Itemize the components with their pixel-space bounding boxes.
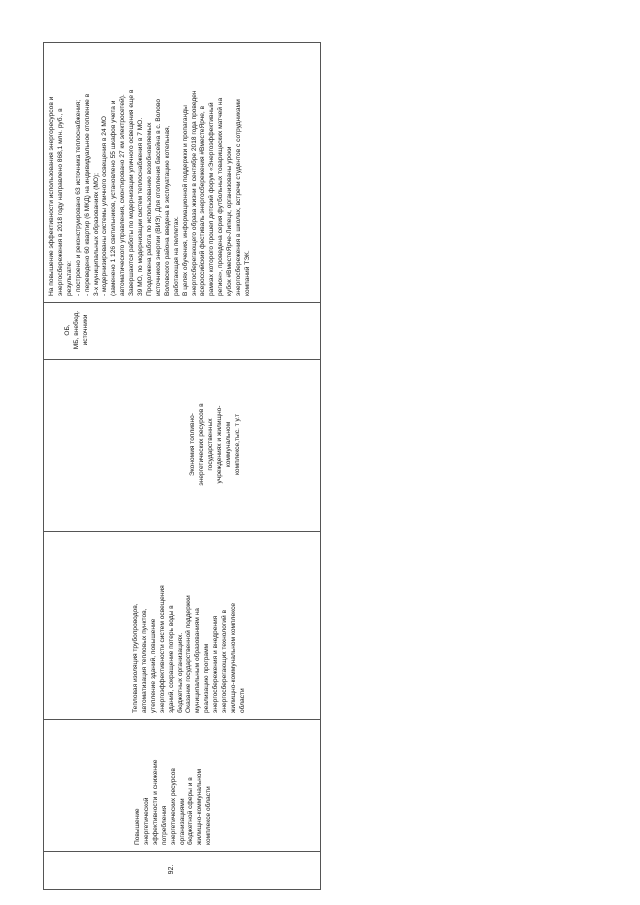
result-line: - модернизированы системы уличного освещения в 24 МО [101,115,109,296]
result-line: энергосбережения в школах, встречи студентов с сотрудниками [235,99,243,296]
task-name-line: бюджетной сферы и в [187,777,195,845]
indicator-line: учреждениях и жилищно- [215,405,223,484]
row-number: 92. [168,864,175,875]
action-line: жилищно-коммунальном комплексе [229,602,237,713]
funding-source-line: ОБ, [64,324,71,336]
action-line: бюджетных организациях. [176,632,184,713]
results-cell [44,41,320,302]
task-name-line: энергетической [142,797,150,845]
result-line: (заменено 1 126 светильников, установлено 55 шкафов учета и [110,100,118,296]
result-line: Завершаются работы по модернизации уличного освещения еще в [128,89,136,296]
result-line: 39 МО, по модернизации систем теплоснабжения в 7 МО. [137,117,145,296]
action-line: Тепловая изоляция трубопроводов, [132,603,139,713]
result-line: компаний ТЭК. [243,250,251,296]
task-name-line: энергетических ресурсов [169,768,177,845]
result-line: - переведено 60 квартир (6 МКД) на индивидуальное отопление в [83,93,91,296]
task-name-line: комплексе области [205,786,213,845]
result-line: всероссийский фестиваль энергосбережения #ВместеЯрче, в [199,105,207,296]
result-line: - построено и реконструировано 63 источника теплоснабжения; [74,99,82,296]
task-name-line: жилищно-коммунальном [196,768,204,845]
action-line: зданий, сокращение потерь воды в [167,605,175,713]
indicator-line: комплексе,тыс. т у.т [233,413,241,476]
indicator-cell [44,359,320,531]
result-line: рамках которого прошел детский форум «Энергоэффективный [208,102,216,296]
row-number-cell [44,851,320,889]
action-line: Оказание государственной поддержки [185,595,193,713]
action-line: реализацию программ [203,643,211,713]
result-line: источников энергии (ВИЭ). Для отопления бассейна в с. Волово [154,99,162,296]
task-name-cell [44,719,320,851]
task-name-line: организациями [178,798,186,845]
actions-cell [44,531,320,719]
result-line: автоматического управления, смонтировано 27 км электросетей). [119,94,127,296]
result-line: Продолжена работа по использованию возобновляемых [145,122,153,296]
action-line: энергосберегающих технологий в [221,609,229,713]
funding-source-line: МБ, внебюд. [72,310,80,350]
indicator-line: Экономия топливно- [189,413,196,477]
indicator-line: энергетических ресурсов в [197,403,205,486]
action-line: автоматизация тепловых пунктов, [140,608,148,713]
action-line: энергоэффективности систем освещения [158,585,166,713]
result-line: На повышение эффективности использования энергоресурсов и [48,96,55,296]
task-name-line: Повышение [134,808,141,845]
result-line: энергосберегающего образа жизни в сентябре 2018 года проведен [190,90,198,296]
action-line: муниципальным образованиям на [194,608,202,713]
action-line: утепление зданий, повышение [149,618,157,713]
result-line: энергосбережения в 2018 году направлено 868,1 млн. руб., в [56,108,64,296]
result-line: В целях обучения, информационной поддержки и пропаганды [181,105,189,296]
result-line: работающая на пеллетах. [172,216,180,296]
result-line: регион», проведена серия футбольных товарищеских матчей на [217,97,225,296]
result-line: Воловского района введена в эксплуатацию котельная, [163,125,171,296]
funding-source-line: источники [81,314,89,346]
action-line: области [238,688,246,713]
funding-source-cell [44,302,320,359]
result-line: кубок #ВместеЯрче-Липецк, организованы уроки [226,146,234,296]
rotated-table [43,42,321,890]
indicator-line: государственных [206,418,214,471]
result-line: 3-х муниципальных образованиях (МО); [92,173,100,296]
task-name-line: эффективности и снижение [151,759,159,845]
indicator-line: коммунальном [224,421,232,468]
action-line: энергосбережения и внедрения [212,615,220,713]
result-line: результате: [65,261,73,296]
task-name-line: потребления [160,805,168,845]
